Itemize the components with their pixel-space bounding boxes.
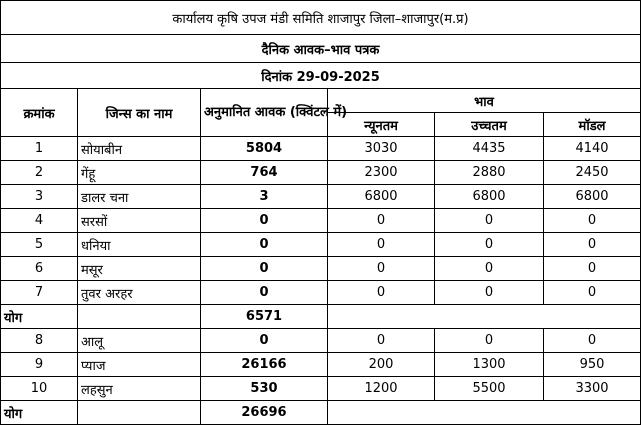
row-max: 4435 [435, 137, 544, 161]
row-modal: 2450 [544, 161, 641, 185]
row-modal: 0 [544, 329, 641, 353]
row-max: 6800 [435, 185, 544, 209]
row-arrival: 26166 [201, 353, 328, 377]
row-modal: 0 [544, 281, 641, 305]
row-serial: 1 [1, 137, 78, 161]
row-min: 0 [328, 281, 435, 305]
row-serial: 9 [1, 353, 78, 377]
row-commodity: सरसों [78, 209, 201, 233]
header-price: भाव [328, 89, 641, 113]
row-min: 0 [328, 209, 435, 233]
table-row [1, 257, 641, 281]
sheet-subtitle: दैनिक आवक–भाव पत्रक [1, 35, 641, 63]
row-arrival: 0 [201, 233, 328, 257]
row-commodity: गेंहू [78, 161, 201, 185]
row-min: 6800 [328, 185, 435, 209]
row-arrival: 0 [201, 257, 328, 281]
row-arrival: 3 [201, 185, 328, 209]
total-empty-cell [328, 401, 641, 425]
table-row [1, 209, 641, 233]
row-modal: 3300 [544, 377, 641, 401]
office-title: कार्यालय कृषि उपज मंडी समिति शाजापुर जिला–शाजापुर(म.प्र) [1, 1, 641, 35]
table-row [1, 377, 641, 401]
row-serial: 5 [1, 233, 78, 257]
total-empty-cell [78, 401, 201, 425]
row-serial: 4 [1, 209, 78, 233]
row-modal: 950 [544, 353, 641, 377]
row-min: 3030 [328, 137, 435, 161]
row-min: 0 [328, 233, 435, 257]
row-min: 1200 [328, 377, 435, 401]
row-min: 2300 [328, 161, 435, 185]
row-arrival: 5804 [201, 137, 328, 161]
row-max: 1300 [435, 353, 544, 377]
row-max: 0 [435, 329, 544, 353]
total-value: 26696 [201, 401, 328, 425]
row-serial: 7 [1, 281, 78, 305]
row-arrival: 764 [201, 161, 328, 185]
row-commodity: डालर चना [78, 185, 201, 209]
row-max: 0 [435, 257, 544, 281]
row-max: 0 [435, 281, 544, 305]
row-min: 200 [328, 353, 435, 377]
row-max: 5500 [435, 377, 544, 401]
row-commodity: तुवर अरहर [78, 281, 201, 305]
row-arrival: 0 [201, 281, 328, 305]
row-arrival: 530 [201, 377, 328, 401]
row-modal: 0 [544, 233, 641, 257]
header-arrival: अनुमानित आवक (क्विंटल में) [201, 89, 328, 137]
row-min: 0 [328, 329, 435, 353]
header-max: उच्चतम [435, 113, 544, 137]
header-serial: क्रमांक [1, 89, 78, 137]
total-empty-cell [78, 305, 201, 329]
total-label: योग [1, 305, 78, 329]
header-modal: मॉडल [544, 113, 641, 137]
table-row [1, 353, 641, 377]
sheet-date: दिनांक 29-09-2025 [1, 63, 641, 89]
header-min: न्यूनतम [328, 113, 435, 137]
row-commodity: धनिया [78, 233, 201, 257]
table-row [1, 137, 641, 161]
row-modal: 6800 [544, 185, 641, 209]
row-max: 0 [435, 209, 544, 233]
row-serial: 8 [1, 329, 78, 353]
total-row [1, 305, 641, 329]
total-row [1, 401, 641, 425]
row-serial: 2 [1, 161, 78, 185]
row-arrival: 0 [201, 209, 328, 233]
row-modal: 4140 [544, 137, 641, 161]
row-serial: 10 [1, 377, 78, 401]
row-commodity: सोयाबीन [78, 137, 201, 161]
total-empty-cell [328, 305, 641, 329]
total-value: 6571 [201, 305, 328, 329]
total-label: योग [1, 401, 78, 425]
row-min: 0 [328, 257, 435, 281]
row-serial: 6 [1, 257, 78, 281]
table-row [1, 281, 641, 305]
row-commodity: मसूर [78, 257, 201, 281]
table-row [1, 233, 641, 257]
table-row [1, 161, 641, 185]
row-modal: 0 [544, 209, 641, 233]
row-commodity: लहसुन [78, 377, 201, 401]
row-arrival: 0 [201, 329, 328, 353]
row-commodity: प्याज [78, 353, 201, 377]
row-serial: 3 [1, 185, 78, 209]
row-max: 0 [435, 233, 544, 257]
row-max: 2880 [435, 161, 544, 185]
row-modal: 0 [544, 257, 641, 281]
table-row [1, 329, 641, 353]
header-commodity: जिन्स का नाम [78, 89, 201, 137]
row-commodity: आलू [78, 329, 201, 353]
table-row [1, 185, 641, 209]
